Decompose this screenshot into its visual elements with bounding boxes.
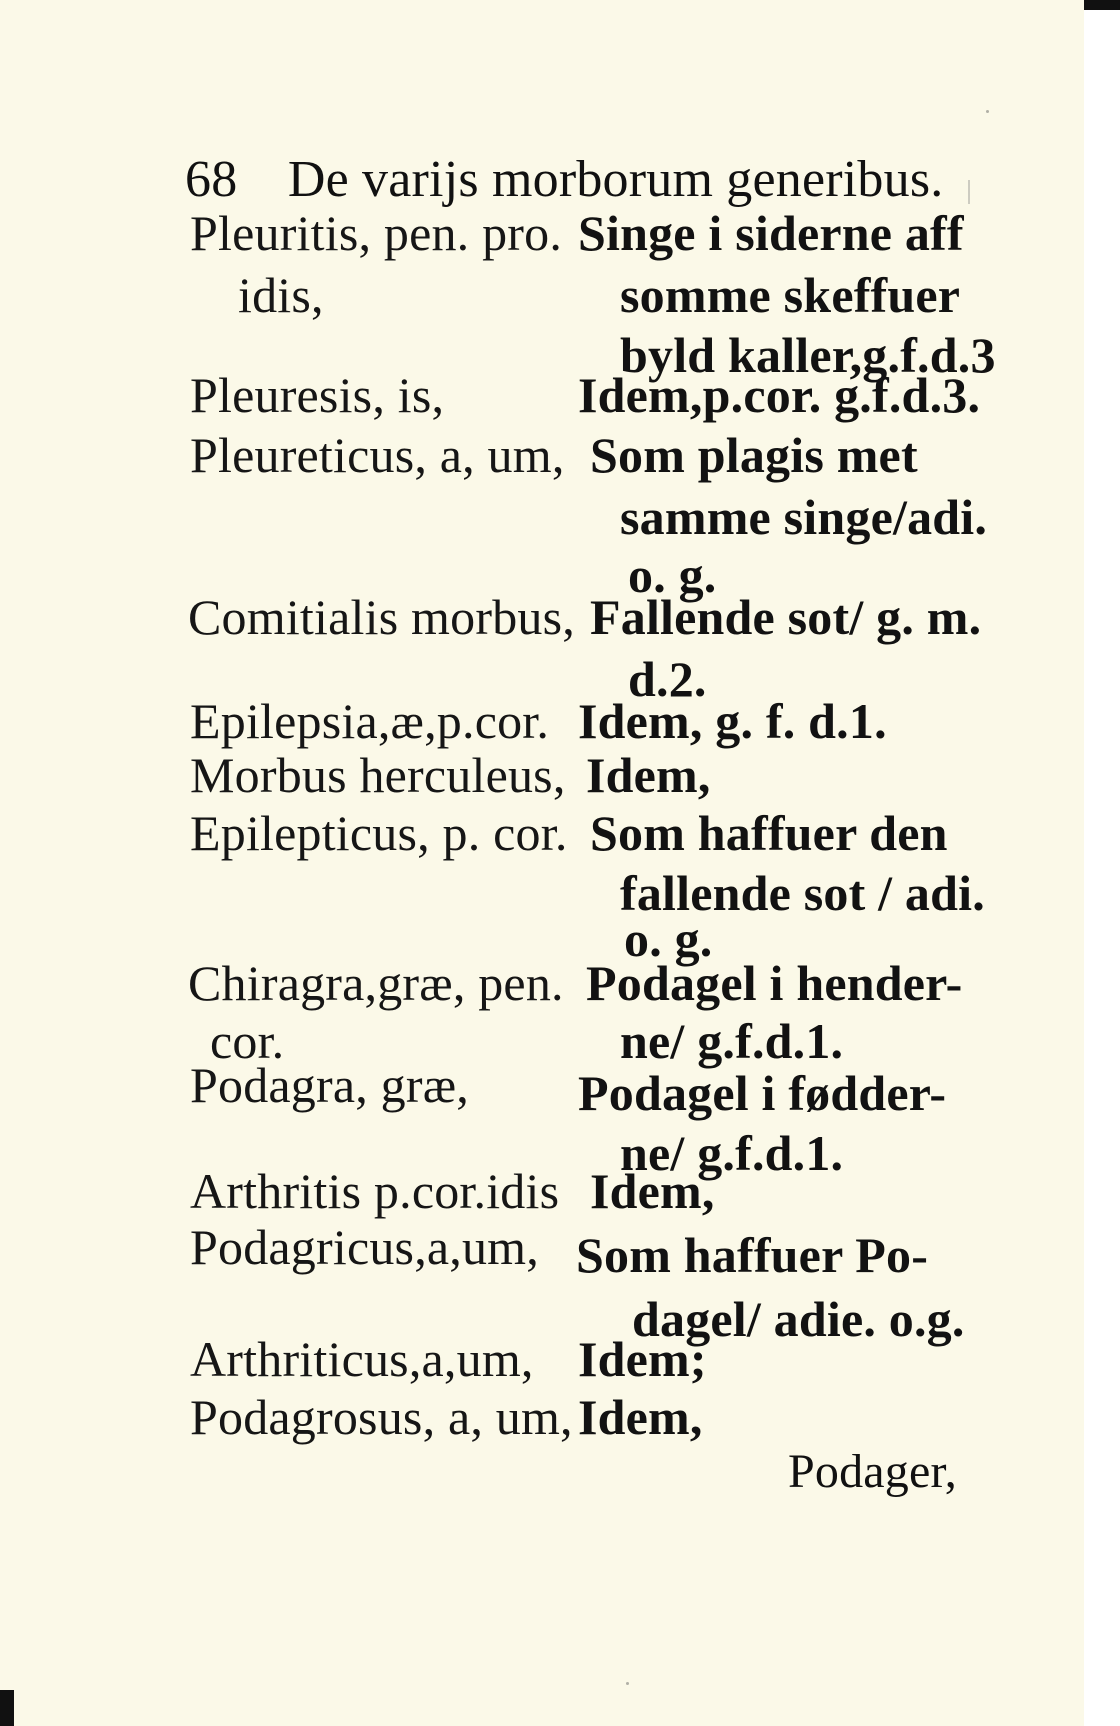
catchword: Podager,: [788, 1445, 957, 1498]
entry-danish-continuation: dagel/ adie. o.g.: [632, 1291, 965, 1347]
entry-latin: Epilepticus, p. cor.: [190, 805, 568, 861]
entry-danish: Podagel i hender-: [586, 955, 963, 1011]
entry-latin-continuation: cor.: [210, 1013, 285, 1069]
entry-danish: Singe i siderne aff: [578, 205, 964, 261]
entry-danish-continuation: o. g.: [624, 911, 713, 967]
entry-danish-continuation: samme singe/adi.: [620, 489, 988, 545]
entry-danish: Som haffuer Po-: [576, 1227, 929, 1283]
entry-latin: Epilepsia,æ,p.cor.: [190, 693, 550, 749]
entry-latin: Chiragra,græ, pen.: [188, 955, 564, 1011]
page-title: De varijs morborum generibus.: [287, 151, 944, 208]
entry-latin: Arthritis p.cor.idis: [190, 1163, 560, 1219]
page-header: [185, 151, 944, 208]
entry-danish-continuation: fallende sot / adi.: [620, 865, 985, 921]
entry-danish-continuation: ne/ g.f.d.1.: [620, 1125, 844, 1181]
entry-latin: Arthriticus,a,um,: [190, 1331, 534, 1387]
entry-latin-continuation: idis,: [238, 267, 324, 323]
entry-danish: Idem,: [590, 1163, 715, 1219]
entry-danish-continuation: byld kaller,g.f.d.3: [620, 327, 996, 383]
entry-latin: Pleureticus, a, um,: [190, 427, 565, 483]
entry-latin: Comitialis morbus,: [188, 589, 575, 645]
entry-danish: Idem, g. f. d.1.: [578, 693, 887, 749]
entry-danish-continuation: somme skeffuer: [620, 267, 961, 323]
entry-danish-continuation: o. g.: [628, 547, 717, 603]
entry-danish: Podagel i fødder-: [578, 1065, 947, 1121]
entry-danish: Som haffuer den: [590, 805, 948, 861]
entry-latin: Podagrosus, a, um,: [190, 1389, 573, 1445]
entry-danish: Idem,: [586, 747, 711, 803]
entry-danish: Idem,: [578, 1389, 703, 1445]
entry-danish: Fallende sot/ g. m.: [590, 589, 982, 645]
entry-latin: Morbus herculeus,: [190, 747, 566, 803]
top-right-corner-mark: [1084, 0, 1120, 10]
entry-latin: Pleuresis, is,: [190, 367, 445, 423]
entry-danish: Idem;: [578, 1331, 707, 1387]
entry-danish: Som plagis met: [590, 427, 918, 483]
entry-latin: Podagra, græ,: [190, 1057, 469, 1113]
page-number: 68: [185, 151, 238, 208]
entry-danish-continuation: d.2.: [628, 651, 707, 707]
entry-latin: Pleuritis, pen. pro.: [190, 205, 563, 261]
right-margin: [1084, 0, 1120, 1726]
entry-danish: Idem,p.cor. g.f.d.3.: [578, 367, 981, 423]
entry-danish-continuation: ne/ g.f.d.1.: [620, 1013, 844, 1069]
entry-latin: Podagricus,a,um,: [190, 1219, 539, 1275]
